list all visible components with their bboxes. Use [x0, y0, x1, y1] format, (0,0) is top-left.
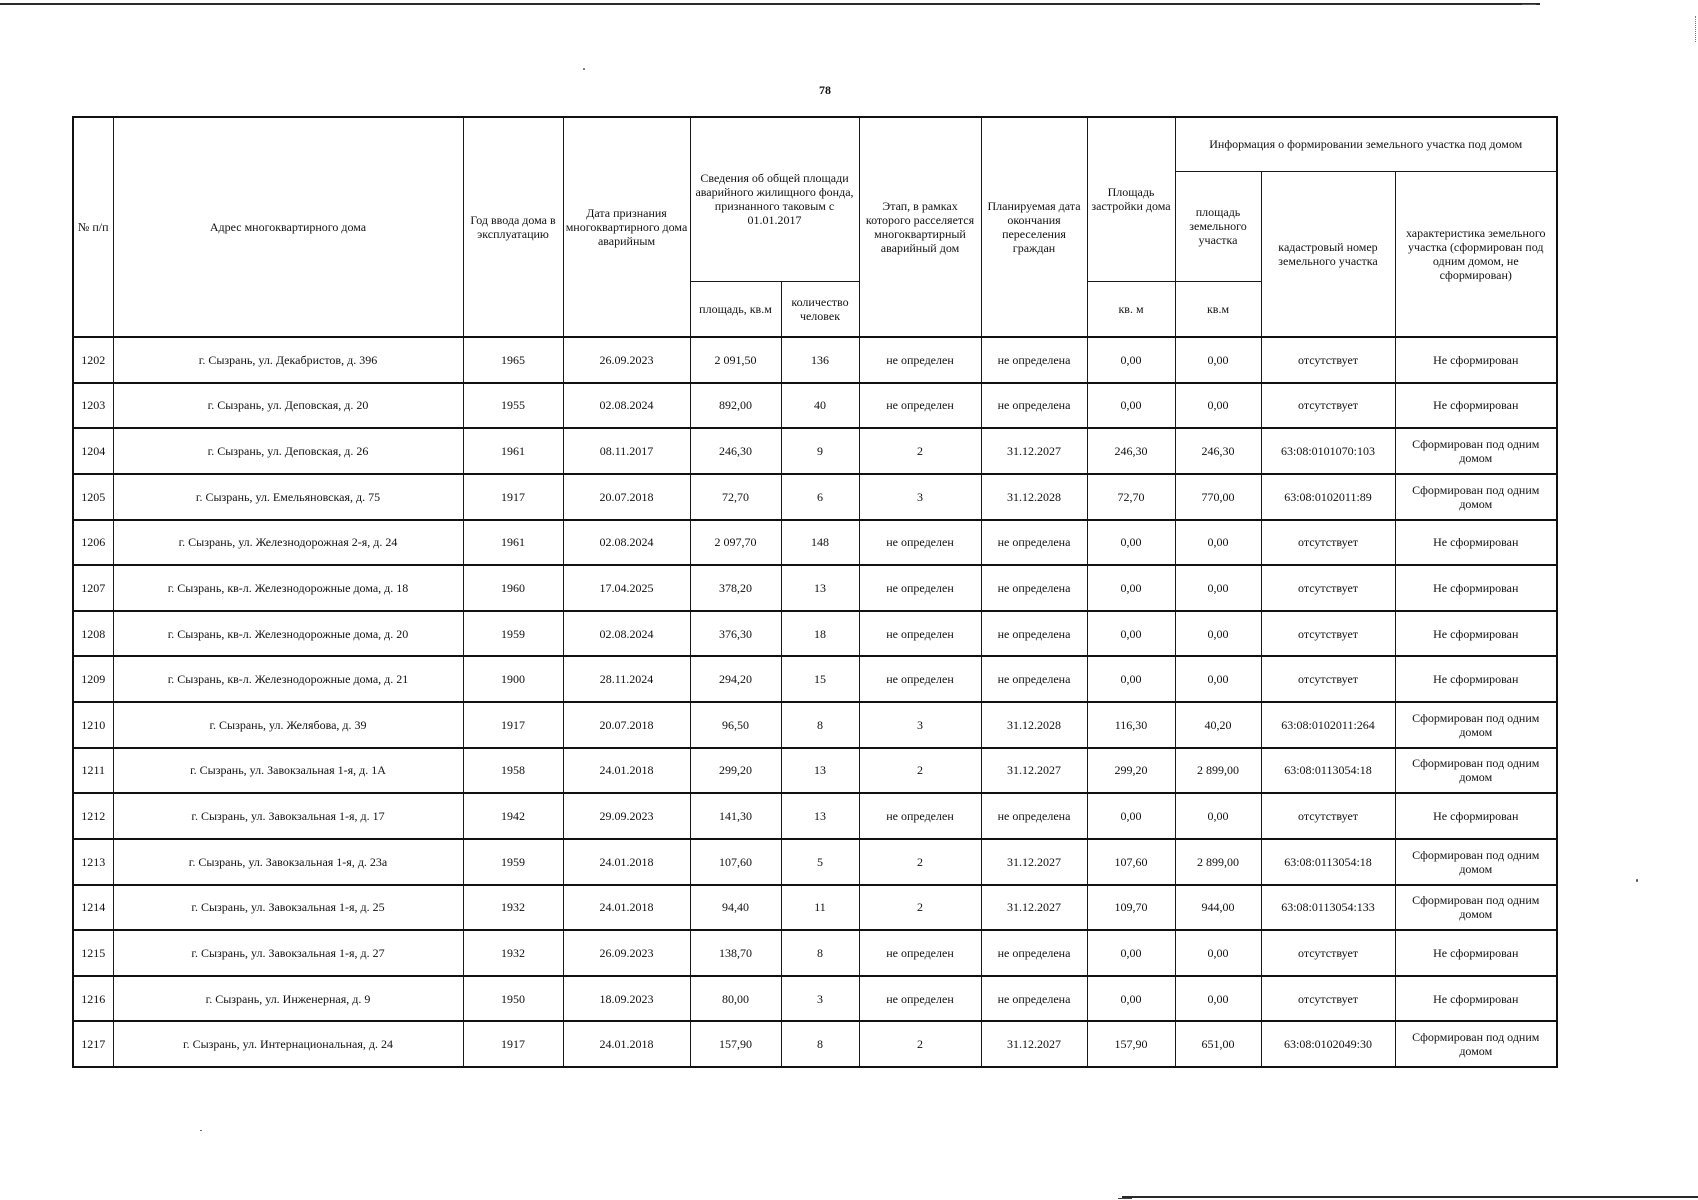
- row-year: 1932: [463, 930, 563, 976]
- row-stage: 2: [859, 1021, 981, 1067]
- row-characteristic: Не сформирован: [1395, 611, 1557, 657]
- header-land-area: площадь земельного участка: [1175, 171, 1261, 281]
- row-land-area: 0,00: [1175, 565, 1261, 611]
- row-characteristic: Не сформирован: [1395, 565, 1557, 611]
- row-cadastral: отсутствует: [1261, 793, 1395, 839]
- header-people-sub: количество человек: [781, 281, 859, 337]
- table-row: [73, 793, 1557, 839]
- row-area: 294,20: [690, 656, 781, 702]
- row-build-area: 0,00: [1087, 976, 1175, 1022]
- row-build-area: 0,00: [1087, 520, 1175, 566]
- row-build-area: 0,00: [1087, 611, 1175, 657]
- header-area-sub: площадь, кв.м: [690, 281, 781, 337]
- row-cadastral: 63:08:0113054:18: [1261, 839, 1395, 885]
- top-border-tick: [1522, 4, 1536, 5]
- row-area: 2 097,70: [690, 520, 781, 566]
- row-build-area: 246,30: [1087, 428, 1175, 474]
- row-land-area: 651,00: [1175, 1021, 1261, 1067]
- row-area: 72,70: [690, 474, 781, 520]
- row-year: 1917: [463, 702, 563, 748]
- row-planned-date: не определена: [981, 520, 1087, 566]
- row-land-area: 2 899,00: [1175, 839, 1261, 885]
- header-year: Год ввода дома в эксплуатацию: [463, 117, 563, 337]
- row-number: 1203: [73, 383, 113, 429]
- row-planned-date: 31.12.2028: [981, 474, 1087, 520]
- row-planned-date: не определена: [981, 337, 1087, 383]
- row-people: 13: [781, 793, 859, 839]
- row-cadastral: 63:08:0102049:30: [1261, 1021, 1395, 1067]
- row-land-area: 0,00: [1175, 793, 1261, 839]
- row-year: 1965: [463, 337, 563, 383]
- row-date-recognized: 02.08.2024: [563, 383, 690, 429]
- bottom-border-line: [1122, 1196, 1698, 1198]
- row-planned-date: 31.12.2027: [981, 885, 1087, 931]
- table-body: [73, 337, 1557, 1067]
- row-land-area: 0,00: [1175, 611, 1261, 657]
- row-land-area: 770,00: [1175, 474, 1261, 520]
- row-people: 13: [781, 748, 859, 794]
- row-characteristic: Сформирован под одним домом: [1395, 885, 1557, 931]
- row-cadastral: отсутствует: [1261, 656, 1395, 702]
- row-cadastral: отсутствует: [1261, 976, 1395, 1022]
- row-area: 299,20: [690, 748, 781, 794]
- row-people: 8: [781, 1021, 859, 1067]
- row-date-recognized: 24.01.2018: [563, 748, 690, 794]
- row-planned-date: не определена: [981, 656, 1087, 702]
- row-cadastral: отсутствует: [1261, 520, 1395, 566]
- row-cadastral: 63:08:0113054:18: [1261, 748, 1395, 794]
- row-land-area: 0,00: [1175, 930, 1261, 976]
- row-planned-date: 31.12.2027: [981, 1021, 1087, 1067]
- row-date-recognized: 28.11.2024: [563, 656, 690, 702]
- row-address: г. Сызрань, ул. Завокзальная 1-я, д. 23а: [113, 839, 463, 885]
- row-people: 6: [781, 474, 859, 520]
- row-build-area: 109,70: [1087, 885, 1175, 931]
- row-area: 94,40: [690, 885, 781, 931]
- row-planned-date: не определена: [981, 793, 1087, 839]
- header-area-info: Сведения об общей площади аварийного жилищного фонда, признанного таковым с 01.01.2017: [690, 117, 859, 281]
- row-number: 1208: [73, 611, 113, 657]
- row-address: г. Сызрань, ул. Желябова, д. 39: [113, 702, 463, 748]
- row-year: 1961: [463, 428, 563, 474]
- row-cadastral: 63:08:0101070:103: [1261, 428, 1395, 474]
- row-date-recognized: 26.09.2023: [563, 337, 690, 383]
- header-land-area-unit: кв.м: [1175, 281, 1261, 337]
- row-date-recognized: 17.04.2025: [563, 565, 690, 611]
- row-planned-date: не определена: [981, 976, 1087, 1022]
- table-row: [73, 428, 1557, 474]
- row-area: 96,50: [690, 702, 781, 748]
- header-land-info: Информация о формировании земельного участка под домом: [1175, 117, 1557, 171]
- row-date-recognized: 18.09.2023: [563, 976, 690, 1022]
- header-characteristic: характеристика земельного участка (сформирован под одним домом, не сформирован): [1395, 171, 1557, 337]
- row-date-recognized: 24.01.2018: [563, 839, 690, 885]
- row-stage: не определен: [859, 337, 981, 383]
- row-address: г. Сызрань, ул. Емельяновская, д. 75: [113, 474, 463, 520]
- row-characteristic: Не сформирован: [1395, 383, 1557, 429]
- row-land-area: 0,00: [1175, 520, 1261, 566]
- row-year: 1950: [463, 976, 563, 1022]
- page-number: 78: [819, 83, 831, 97]
- row-area: 138,70: [690, 930, 781, 976]
- header-date-recognized: Дата признания многоквартирного дома аварийным: [563, 117, 690, 337]
- row-stage: 2: [859, 885, 981, 931]
- row-planned-date: 31.12.2027: [981, 428, 1087, 474]
- row-address: г. Сызрань, ул. Декабристов, д. 396: [113, 337, 463, 383]
- row-people: 5: [781, 839, 859, 885]
- row-number: 1209: [73, 656, 113, 702]
- table-row: [73, 337, 1557, 383]
- row-build-area: 72,70: [1087, 474, 1175, 520]
- row-date-recognized: 20.07.2018: [563, 474, 690, 520]
- bottom-border-tick: [1118, 1198, 1132, 1199]
- row-build-area: 157,90: [1087, 1021, 1175, 1067]
- row-land-area: 0,00: [1175, 383, 1261, 429]
- row-address: г. Сызрань, ул. Железнодорожная 2-я, д. 24: [113, 520, 463, 566]
- row-people: 8: [781, 930, 859, 976]
- row-stage: не определен: [859, 656, 981, 702]
- row-land-area: 40,20: [1175, 702, 1261, 748]
- row-date-recognized: 02.08.2024: [563, 520, 690, 566]
- table-row: [73, 976, 1557, 1022]
- row-area: 246,30: [690, 428, 781, 474]
- row-address: г. Сызрань, ул. Интернациональная, д. 24: [113, 1021, 463, 1067]
- row-date-recognized: 24.01.2018: [563, 885, 690, 931]
- row-stage: не определен: [859, 793, 981, 839]
- row-stage: не определен: [859, 611, 981, 657]
- row-land-area: 0,00: [1175, 656, 1261, 702]
- row-number: 1215: [73, 930, 113, 976]
- row-planned-date: не определена: [981, 565, 1087, 611]
- row-people: 8: [781, 702, 859, 748]
- row-number: 1214: [73, 885, 113, 931]
- row-area: 157,90: [690, 1021, 781, 1067]
- row-land-area: 2 899,00: [1175, 748, 1261, 794]
- row-people: 40: [781, 383, 859, 429]
- table-row: [73, 474, 1557, 520]
- emergency-housing-table: [72, 116, 1558, 1068]
- row-characteristic: Не сформирован: [1395, 520, 1557, 566]
- row-area: 141,30: [690, 793, 781, 839]
- row-stage: 2: [859, 428, 981, 474]
- row-year: 1959: [463, 611, 563, 657]
- row-characteristic: Не сформирован: [1395, 337, 1557, 383]
- row-characteristic: Не сформирован: [1395, 656, 1557, 702]
- row-stage: не определен: [859, 976, 981, 1022]
- row-cadastral: отсутствует: [1261, 930, 1395, 976]
- row-stage: не определен: [859, 930, 981, 976]
- row-date-recognized: 08.11.2017: [563, 428, 690, 474]
- table-row: [73, 1021, 1557, 1067]
- scan-speck: [200, 1130, 202, 1131]
- header-build-area: Площадь застройки дома: [1087, 117, 1175, 281]
- row-address: г. Сызрань, ул. Завокзальная 1-я, д. 27: [113, 930, 463, 976]
- row-area: 376,30: [690, 611, 781, 657]
- row-planned-date: 31.12.2028: [981, 702, 1087, 748]
- row-people: 148: [781, 520, 859, 566]
- row-build-area: 0,00: [1087, 337, 1175, 383]
- row-year: 1960: [463, 565, 563, 611]
- row-build-area: 0,00: [1087, 565, 1175, 611]
- table-row: [73, 930, 1557, 976]
- row-characteristic: Сформирован под одним домом: [1395, 428, 1557, 474]
- row-planned-date: 31.12.2027: [981, 748, 1087, 794]
- row-characteristic: Сформирован под одним домом: [1395, 1021, 1557, 1067]
- row-number: 1207: [73, 565, 113, 611]
- row-year: 1959: [463, 839, 563, 885]
- row-date-recognized: 24.01.2018: [563, 1021, 690, 1067]
- row-number: 1213: [73, 839, 113, 885]
- row-year: 1932: [463, 885, 563, 931]
- header-planned-date: Планируемая дата окончания переселения граждан: [981, 117, 1087, 337]
- table-row: [73, 748, 1557, 794]
- row-characteristic: Не сформирован: [1395, 976, 1557, 1022]
- header-stage: Этап, в рамках которого расселяется многоквартирный аварийный дом: [859, 117, 981, 337]
- row-year: 1961: [463, 520, 563, 566]
- row-address: г. Сызрань, ул. Завокзальная 1-я, д. 1А: [113, 748, 463, 794]
- row-number: 1210: [73, 702, 113, 748]
- table-row: [73, 839, 1557, 885]
- row-land-area: 944,00: [1175, 885, 1261, 931]
- scan-speck: [1636, 879, 1638, 882]
- row-area: 378,20: [690, 565, 781, 611]
- row-people: 15: [781, 656, 859, 702]
- row-cadastral: 63:08:0102011:89: [1261, 474, 1395, 520]
- row-build-area: 0,00: [1087, 930, 1175, 976]
- row-date-recognized: 20.07.2018: [563, 702, 690, 748]
- table-row: [73, 565, 1557, 611]
- row-people: 3: [781, 976, 859, 1022]
- row-cadastral: 63:08:0102011:264: [1261, 702, 1395, 748]
- row-stage: 3: [859, 702, 981, 748]
- table-row: [73, 656, 1557, 702]
- row-build-area: 299,20: [1087, 748, 1175, 794]
- row-address: г. Сызрань, кв-л. Железнодорожные дома, д. 18: [113, 565, 463, 611]
- row-stage: 3: [859, 474, 981, 520]
- row-planned-date: не определена: [981, 611, 1087, 657]
- row-area: 2 091,50: [690, 337, 781, 383]
- row-address: г. Сызрань, ул. Деповская, д. 26: [113, 428, 463, 474]
- row-land-area: 0,00: [1175, 976, 1261, 1022]
- row-address: г. Сызрань, кв-л. Железнодорожные дома, д. 21: [113, 656, 463, 702]
- row-number: 1211: [73, 748, 113, 794]
- table-row: [73, 702, 1557, 748]
- row-land-area: 0,00: [1175, 337, 1261, 383]
- top-border-line: [0, 3, 1540, 5]
- row-people: 18: [781, 611, 859, 657]
- row-characteristic: Сформирован под одним домом: [1395, 748, 1557, 794]
- row-number: 1216: [73, 976, 113, 1022]
- header-num: № п/п: [73, 117, 113, 337]
- row-characteristic: Не сформирован: [1395, 930, 1557, 976]
- row-build-area: 0,00: [1087, 656, 1175, 702]
- row-address: г. Сызрань, ул. Деповская, д. 20: [113, 383, 463, 429]
- row-year: 1900: [463, 656, 563, 702]
- row-stage: не определен: [859, 565, 981, 611]
- row-stage: не определен: [859, 383, 981, 429]
- row-address: г. Сызрань, ул. Завокзальная 1-я, д. 25: [113, 885, 463, 931]
- header-cadastral: кадастровый номер земельного участка: [1261, 171, 1395, 337]
- row-planned-date: не определена: [981, 930, 1087, 976]
- row-year: 1958: [463, 748, 563, 794]
- row-date-recognized: 29.09.2023: [563, 793, 690, 839]
- row-cadastral: отсутствует: [1261, 565, 1395, 611]
- table-row: [73, 885, 1557, 931]
- row-cadastral: отсутствует: [1261, 337, 1395, 383]
- row-planned-date: не определена: [981, 383, 1087, 429]
- header-build-area-unit: кв. м: [1087, 281, 1175, 337]
- row-stage: 2: [859, 748, 981, 794]
- row-address: г. Сызрань, ул. Инженерная, д. 9: [113, 976, 463, 1022]
- row-number: 1204: [73, 428, 113, 474]
- row-characteristic: Сформирован под одним домом: [1395, 474, 1557, 520]
- row-cadastral: отсутствует: [1261, 383, 1395, 429]
- row-people: 9: [781, 428, 859, 474]
- row-people: 11: [781, 885, 859, 931]
- table-row: [73, 611, 1557, 657]
- row-characteristic: Сформирован под одним домом: [1395, 702, 1557, 748]
- table-row: [73, 520, 1557, 566]
- row-build-area: 0,00: [1087, 793, 1175, 839]
- row-number: 1212: [73, 793, 113, 839]
- row-area: 107,60: [690, 839, 781, 885]
- table-row: [73, 383, 1557, 429]
- row-characteristic: Не сформирован: [1395, 793, 1557, 839]
- row-people: 13: [781, 565, 859, 611]
- row-year: 1942: [463, 793, 563, 839]
- row-characteristic: Сформирован под одним домом: [1395, 839, 1557, 885]
- row-year: 1955: [463, 383, 563, 429]
- row-build-area: 116,30: [1087, 702, 1175, 748]
- row-cadastral: 63:08:0113054:133: [1261, 885, 1395, 931]
- row-land-area: 246,30: [1175, 428, 1261, 474]
- row-planned-date: 31.12.2027: [981, 839, 1087, 885]
- row-area: 892,00: [690, 383, 781, 429]
- row-number: 1205: [73, 474, 113, 520]
- row-number: 1206: [73, 520, 113, 566]
- row-date-recognized: 26.09.2023: [563, 930, 690, 976]
- row-address: г. Сызрань, ул. Завокзальная 1-я, д. 17: [113, 793, 463, 839]
- row-area: 80,00: [690, 976, 781, 1022]
- row-year: 1917: [463, 474, 563, 520]
- scan-speck: [583, 68, 585, 70]
- row-address: г. Сызрань, кв-л. Железнодорожные дома, д. 20: [113, 611, 463, 657]
- row-stage: не определен: [859, 520, 981, 566]
- row-year: 1917: [463, 1021, 563, 1067]
- row-build-area: 0,00: [1087, 383, 1175, 429]
- row-cadastral: отсутствует: [1261, 611, 1395, 657]
- row-number: 1217: [73, 1021, 113, 1067]
- row-people: 136: [781, 337, 859, 383]
- row-stage: 2: [859, 839, 981, 885]
- row-build-area: 107,60: [1087, 839, 1175, 885]
- row-number: 1202: [73, 337, 113, 383]
- row-date-recognized: 02.08.2024: [563, 611, 690, 657]
- header-address: Адрес многоквартирного дома: [113, 117, 463, 337]
